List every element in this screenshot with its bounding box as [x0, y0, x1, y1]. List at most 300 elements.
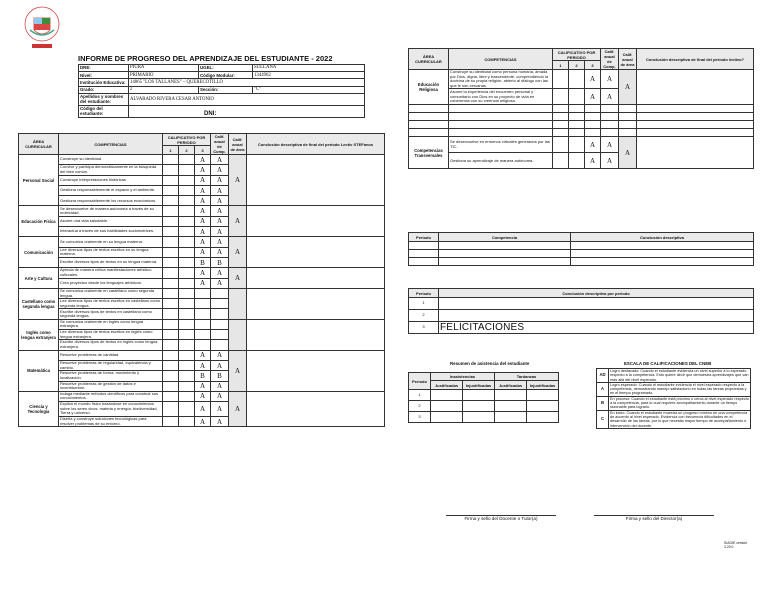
grade-cell: A [195, 402, 211, 417]
competence-text: Construye interpretaciones históricas. [59, 175, 163, 185]
period-row [409, 298, 754, 310]
period-conclusion-table [408, 288, 754, 334]
grade-cell [179, 237, 195, 247]
grade-cell [211, 299, 229, 309]
header-anual-area-r: Calif. anual de área [619, 49, 637, 70]
grade-cell: A [195, 206, 211, 216]
attendance-value [495, 390, 527, 401]
grade-cell [195, 319, 211, 329]
area-conclusion [247, 350, 385, 391]
scale-description: Logro esperado: Cuando el estudiante evidencia el nivel esperado respecto a la competencia, demostrando manejo satisfactorio en todas las tareas propuestas y en el tiempo programado. [609, 382, 751, 396]
competence-text: Gestiona responsablemente los recursos económicos. [59, 196, 163, 206]
header-conclusion-r: Conclusión descriptiva de final del período lectivo? [637, 49, 754, 70]
grade-cell [553, 153, 569, 169]
grade-cell: A [211, 360, 229, 370]
competence-text: Asume la experiencia del encuentro personal y comunitario con Dios en su proyecto de vida en coherencia con su creencia religiosa. [449, 89, 553, 105]
competence-text: Indaga mediante métodos científicos para construir sus conocimientos. [59, 391, 163, 401]
grade-cell [195, 340, 211, 350]
header-period-1: 1 [163, 146, 179, 155]
blank-row [409, 113, 754, 121]
scale-level: AD [597, 369, 609, 383]
info-row [79, 79, 365, 86]
attendance-value [431, 390, 463, 401]
competence-row [19, 391, 385, 401]
peru-coat-of-arms-icon [22, 0, 62, 52]
info-value-2: "C" [253, 86, 365, 93]
student-info-table [78, 64, 365, 118]
att-header-injust-1: Injustificadas [463, 381, 495, 390]
grade-cell: A [195, 175, 211, 185]
grade-cell [179, 155, 195, 165]
grade-cell: A [585, 70, 601, 89]
area-name: Ciencia y Tecnología [19, 391, 59, 426]
att-header-injust-2: Injustificadas [527, 381, 559, 390]
grade-cell [163, 402, 179, 417]
grade-cell: B [195, 257, 211, 267]
grade-cell [179, 340, 195, 350]
pt-header-conclusion: Conclusión descriptiva [571, 233, 754, 242]
info-value: 2 [129, 86, 199, 93]
grade-cell: A [585, 89, 601, 105]
grade-cell [179, 227, 195, 237]
grades-table-right [408, 48, 754, 169]
grade-cell [195, 299, 211, 309]
scale-description: En inicio: Cuando el estudiante muestra un progreso mínimo en una competencia de acuerdo al nivel esperado. Evidencia con frecuencia dificultades en el desarrollo de las tareas, por lo que necesita mayor tiempo de acompañamiento e intervención del docente. [609, 410, 751, 428]
grade-cell: A [195, 196, 211, 206]
grade-cell: A [195, 216, 211, 226]
grade-cell: A [195, 247, 211, 257]
grade-cell: A [211, 268, 229, 278]
grade-cell [179, 216, 195, 226]
grade-cell [179, 185, 195, 195]
competence-text: Escribe diversos tipos de textos en inglés como lengua extranjera. [59, 340, 163, 350]
area-grade: A [229, 206, 247, 237]
grade-cell: A [211, 206, 229, 216]
header-period-2: 2 [179, 146, 195, 155]
grade-cell: A [211, 416, 229, 426]
header-anual-comp: Calif. anual de Comp. [211, 134, 229, 155]
grade-cell: A [211, 165, 229, 175]
grade-cell [179, 257, 195, 267]
grade-cell: A [195, 237, 211, 247]
grade-cell [163, 416, 179, 426]
att-header-periodo: Periodo [409, 373, 431, 390]
grade-cell: A [195, 185, 211, 195]
grade-cell [163, 381, 179, 391]
grade-cell [163, 330, 179, 340]
pc-header-conclusion: Conclusión descriptiva por periodo [439, 289, 754, 298]
area-conclusion [247, 391, 385, 426]
grade-cell [553, 70, 569, 89]
header-period-3-r: 3 [585, 61, 601, 70]
right-page [408, 0, 753, 594]
dni-label: DNI: [204, 111, 217, 117]
competence-text: Se comunica oralmente en castellano como segunda lengua. [59, 288, 163, 298]
competence-text: Interactúa a través de sus habilidades sociomotrices. [59, 227, 163, 237]
grade-cell [211, 309, 229, 319]
grade-cell: A [211, 175, 229, 185]
competence-text: Lee diversos tipos de textos escritos en su lengua materna. [59, 247, 163, 257]
info-label: Institución Educativa: [79, 79, 129, 86]
grade-cell: A [601, 137, 619, 153]
grade-cell: A [195, 350, 211, 360]
grade-cell [179, 371, 195, 381]
grade-cell [179, 360, 195, 370]
area-conclusion [247, 268, 385, 289]
competence-text: Se comunica oralmente en su lengua materna. [59, 237, 163, 247]
header-calificativo-r: CALIFICATIVO POR PERIODO [553, 49, 601, 61]
attendance-value [527, 412, 559, 423]
attendance-row [409, 412, 559, 423]
competence-text: Se comunica oralmente en inglés como lengua extranjera. [59, 319, 163, 329]
area-grade: A [619, 137, 637, 169]
grade-cell: B [211, 371, 229, 381]
scale-level: B [597, 396, 609, 410]
competence-text: Explica el mundo físico basándose en conocimientos sobre los seres vivos, materia y energía, biodiversidad, Tierra y universo. [59, 402, 163, 417]
header-period-1-r: 1 [553, 61, 569, 70]
info-row [79, 65, 365, 72]
attendance-period: 1 [409, 390, 431, 401]
area-grade: A [229, 237, 247, 268]
attendance-value [527, 401, 559, 412]
info-label: Código del estudiante: [79, 105, 129, 117]
director-signature-label: Firma y sello del Director(a) [625, 516, 683, 521]
grade-cell [163, 360, 179, 370]
grade-cell [179, 381, 195, 391]
area-conclusion [247, 206, 385, 237]
competence-text: Gestiona responsablemente el espacio y el ambiente. [59, 185, 163, 195]
grade-cell [179, 268, 195, 278]
grade-cell [179, 299, 195, 309]
info-value: ALVARADO RIVERA CESAR ANTONIO [129, 93, 365, 105]
area-name: Competencias Transversales [409, 137, 449, 169]
grade-cell [179, 416, 195, 426]
grade-cell [195, 288, 211, 298]
competence-text: Crea proyectos desde los lenguajes artísticos. [59, 278, 163, 288]
competence-row [19, 268, 385, 278]
competence-text: Aprecia de manera crítica manifestaciones artístico-culturales. [59, 268, 163, 278]
grade-cell [163, 319, 179, 329]
competence-text: Construye su identidad. [59, 155, 163, 165]
grade-cell [195, 309, 211, 319]
competence-text: Asume una vida saludable. [59, 216, 163, 226]
grade-cell [179, 330, 195, 340]
grade-cell [211, 288, 229, 298]
grade-cell [163, 206, 179, 216]
area-conclusion [247, 319, 385, 350]
period-number: 3 [409, 322, 439, 334]
grade-cell [211, 319, 229, 329]
competence-text: Se desenvuelve en entornos virtuales generados por las TIC. [449, 137, 553, 153]
grade-cell [179, 247, 195, 257]
competence-row [19, 206, 385, 216]
grade-cell [179, 309, 195, 319]
grade-cell [569, 153, 585, 169]
competence-text: Resuelve problemas de gestión de datos e incertidumbre. [59, 381, 163, 391]
area-name: Arte y Cultura [19, 268, 59, 289]
teacher-signature-label: Firma y sello del Docente o Tutor(a) [464, 516, 538, 521]
grade-cell [163, 391, 179, 401]
pt-header-competencia: Competencia [439, 233, 571, 242]
header-competencias-r: COMPETENCIAS [449, 49, 553, 70]
area-conclusion [637, 137, 754, 169]
area-name: Personal Social [19, 155, 59, 206]
grade-cell [569, 70, 585, 89]
scale-title: ESCALA DE CALIFICACIONES DEL CNEB [624, 361, 712, 366]
grade-cell [163, 165, 179, 175]
info-label: Apellidos y nombres del estudiante: [79, 93, 129, 105]
attendance-row [409, 401, 559, 412]
header-period-2-r: 2 [569, 61, 585, 70]
grade-cell: A [585, 137, 601, 153]
competence-row [19, 350, 385, 360]
grade-cell [569, 89, 585, 105]
header-anual-comp-r: Calif. anual de Comp. [601, 49, 619, 70]
scale-row [597, 369, 751, 383]
grade-cell: A [195, 360, 211, 370]
blank-row [409, 129, 754, 137]
grade-cell [179, 391, 195, 401]
competence-text: Resuelve problemas de cantidad. [59, 350, 163, 360]
grade-cell: A [195, 391, 211, 401]
competence-row [19, 237, 385, 247]
competence-row [19, 155, 385, 165]
grade-cell [163, 247, 179, 257]
grade-cell [163, 299, 179, 309]
grade-cell [569, 137, 585, 153]
grade-cell [179, 350, 195, 360]
grade-cell [179, 196, 195, 206]
grade-cell: B [211, 257, 229, 267]
grade-cell: A [195, 416, 211, 426]
grade-cell: A [211, 155, 229, 165]
info-label-2: Sección: [199, 86, 253, 93]
grade-cell: A [601, 89, 619, 105]
grade-cell [211, 340, 229, 350]
period-competence-table [408, 232, 754, 266]
info-value: 14865 "LOS TALLANES" – QUERECOTILLO [129, 79, 365, 86]
report-title: INFORME DE PROGRESO DEL APRENDIZAJE DEL ESTUDIANTE - 2022 [78, 54, 333, 63]
area-grade: A [229, 155, 247, 206]
grade-cell: A [211, 196, 229, 206]
area-name: Comunicación [19, 237, 59, 268]
attendance-value [431, 412, 463, 423]
blank-row [409, 105, 754, 113]
info-label: DRE: [79, 65, 129, 72]
grade-cell: A [195, 155, 211, 165]
scale-row [597, 396, 751, 410]
grade-cell [163, 196, 179, 206]
area-name: Matemática [19, 350, 59, 391]
scale-row [597, 410, 751, 428]
competence-text: Convive y participa democráticamente en la búsqueda del bien común. [59, 165, 163, 175]
area-conclusion [247, 237, 385, 268]
area-conclusion [247, 155, 385, 206]
grade-cell [163, 227, 179, 237]
grade-cell [163, 185, 179, 195]
info-value [129, 105, 365, 117]
grade-cell [195, 330, 211, 340]
grade-cell [163, 288, 179, 298]
scale-level: A [597, 382, 609, 396]
scale-level: C [597, 410, 609, 428]
grade-cell: A [211, 278, 229, 288]
grade-cell [163, 350, 179, 360]
grade-cell [553, 137, 569, 153]
header-period-3: 3 [195, 146, 211, 155]
grade-cell: A [211, 247, 229, 257]
grade-cell: A [211, 391, 229, 401]
grade-cell [179, 175, 195, 185]
header-conclusion: Conclusión descriptiva de final del periodo Lectiv STEFanos [247, 134, 385, 155]
area-grade [229, 288, 247, 319]
grade-cell [163, 216, 179, 226]
period-conclusion [439, 310, 754, 322]
grade-cell [163, 237, 179, 247]
competence-text: Construye su identidad como persona humana, amada por Dios, digna, libre y trascendente, comprendiendo la doctrina de su propia religión, abierto al diálogo con las que le son cercanas. [449, 70, 553, 89]
competence-text: Resuelve problemas de regularidad, equivalencia y cambio. [59, 360, 163, 370]
grade-cell: B [195, 371, 211, 381]
scale-table [596, 368, 751, 429]
grade-cell [211, 330, 229, 340]
version-label: SIAGIE versión 3.20.0 [724, 541, 748, 549]
scale-description: En proceso: Cuando el estudiante está próximo o cerca al nivel esperado respecto a la competencia, para lo cual requiere acompañamiento durante un tiempo razonable para lograrlo. [610, 396, 749, 410]
attendance-value [431, 401, 463, 412]
header-calificativo: CALIFICATIVO POR PERIODO [163, 134, 211, 146]
period-conclusion [439, 298, 754, 310]
att-header-inasistencias: Inasistencias [431, 373, 495, 381]
grade-cell: A [195, 227, 211, 237]
area-grade: A [229, 391, 247, 426]
grade-cell: A [211, 227, 229, 237]
attendance-value [527, 390, 559, 401]
grade-cell [553, 89, 569, 105]
info-row [79, 105, 365, 117]
competence-text: Diseña y construye soluciones tecnológicas para resolver problemas de su entorno. [59, 416, 163, 426]
att-header-just-1: Justificadas [431, 381, 463, 390]
info-label: Nivel: [79, 72, 129, 79]
grades-table-left [18, 133, 385, 427]
grade-cell: A [211, 402, 229, 417]
competence-text: Lee diversos tipos de textos escritos en inglés como lengua extranjera. [59, 330, 163, 340]
attendance-title: Resumen de asistencia del estudiante [450, 361, 530, 366]
grade-cell [163, 340, 179, 350]
info-label: Grado: [79, 86, 129, 93]
info-value-2: SULLANA [253, 65, 365, 72]
competence-text: Lee diversos tipos de textos escritos en castellano como segunda lengua. [59, 299, 163, 309]
competence-row [409, 137, 754, 153]
header-anual-area: Calif. anual de área [229, 134, 247, 155]
area-grade: A [229, 350, 247, 391]
competence-row [19, 288, 385, 298]
grade-cell [163, 278, 179, 288]
attendance-period: 3 [409, 412, 431, 423]
area-grade: A [229, 268, 247, 289]
pc-header-periodo: Periodo [409, 289, 439, 298]
grade-cell: A [195, 278, 211, 288]
grade-cell [179, 278, 195, 288]
area-name: Inglés como lengua extranjera [19, 319, 59, 350]
att-header-tardanzas: Tardanzas [495, 373, 559, 381]
info-value: PRIMARIO [129, 72, 199, 79]
info-row [79, 72, 365, 79]
grade-cell [179, 206, 195, 216]
scale-description: Logro destacado: Cuando el estudiante evidencia un nivel superior a lo esperado respecto a la competencia. Esto quiere decir que demuestra aprendizajes que van más allá del nivel esperado. [609, 369, 751, 383]
competence-text: Escribe diversos tipos de textos en su lengua materna. [59, 257, 163, 267]
pt-header-periodo: Periodo [409, 233, 439, 242]
header-area-r: ÁREA CURRICULAR [409, 49, 449, 70]
period-row [409, 310, 754, 322]
info-row [79, 86, 365, 93]
header-competencias: COMPETENCIAS [59, 134, 163, 155]
grade-cell: A [195, 381, 211, 391]
grade-cell [163, 371, 179, 381]
grade-cell [179, 165, 195, 175]
header-area: ÁREA CURRICULAR [19, 134, 59, 155]
grade-cell: A [211, 350, 229, 360]
attendance-value [463, 412, 495, 423]
grade-cell [163, 309, 179, 319]
competence-text: Resuelve problemas de forma, movimiento y localización. [59, 371, 163, 381]
grade-cell [163, 268, 179, 278]
attendance-table [408, 372, 559, 423]
grade-cell: A [211, 381, 229, 391]
competence-text: Se desenvuelve de manera autónoma a través de su motricidad. [59, 206, 163, 216]
grade-cell [163, 257, 179, 267]
area-grade: A [619, 70, 637, 105]
grade-cell: A [601, 153, 619, 169]
attendance-value [495, 412, 527, 423]
grade-cell [163, 175, 179, 185]
competence-text: Gestiona su aprendizaje de manera autónoma. [449, 153, 553, 169]
scale-row [597, 382, 751, 396]
area-name: Castellano como segunda lengua [19, 288, 59, 319]
grade-cell: A [211, 216, 229, 226]
att-header-just-2: Justificadas [495, 381, 527, 390]
grade-cell: A [195, 165, 211, 175]
area-grade [229, 319, 247, 350]
area-conclusion [247, 288, 385, 319]
grade-cell [179, 319, 195, 329]
area-name: Educación Física [19, 206, 59, 237]
grade-cell: A [211, 237, 229, 247]
period-number: 1 [409, 298, 439, 310]
attendance-period: 2 [409, 401, 431, 412]
grade-cell: A [601, 70, 619, 89]
attendance-value [463, 390, 495, 401]
info-label-2: Código Modular: [199, 72, 253, 79]
competence-text: Escribe diversos tipos de textos en castellano como segunda lengua. [59, 309, 163, 319]
area-conclusion [637, 70, 754, 105]
grade-cell: A [211, 185, 229, 195]
grade-cell: A [195, 268, 211, 278]
competence-row [19, 319, 385, 329]
blank-row [409, 121, 754, 129]
period-row [409, 322, 754, 334]
grade-cell [163, 155, 179, 165]
area-name: Educación Religiosa [409, 70, 449, 105]
grade-cell [179, 288, 195, 298]
info-value-2: 1344962 [253, 72, 365, 79]
grade-cell: A [585, 153, 601, 169]
period-number: 2 [409, 310, 439, 322]
attendance-value [463, 401, 495, 412]
attendance-value [495, 401, 527, 412]
info-row [79, 93, 365, 105]
period-conclusion: FELICITACIONES [439, 322, 754, 334]
info-label-2: UGEL: [199, 65, 253, 72]
grade-cell [179, 402, 195, 417]
